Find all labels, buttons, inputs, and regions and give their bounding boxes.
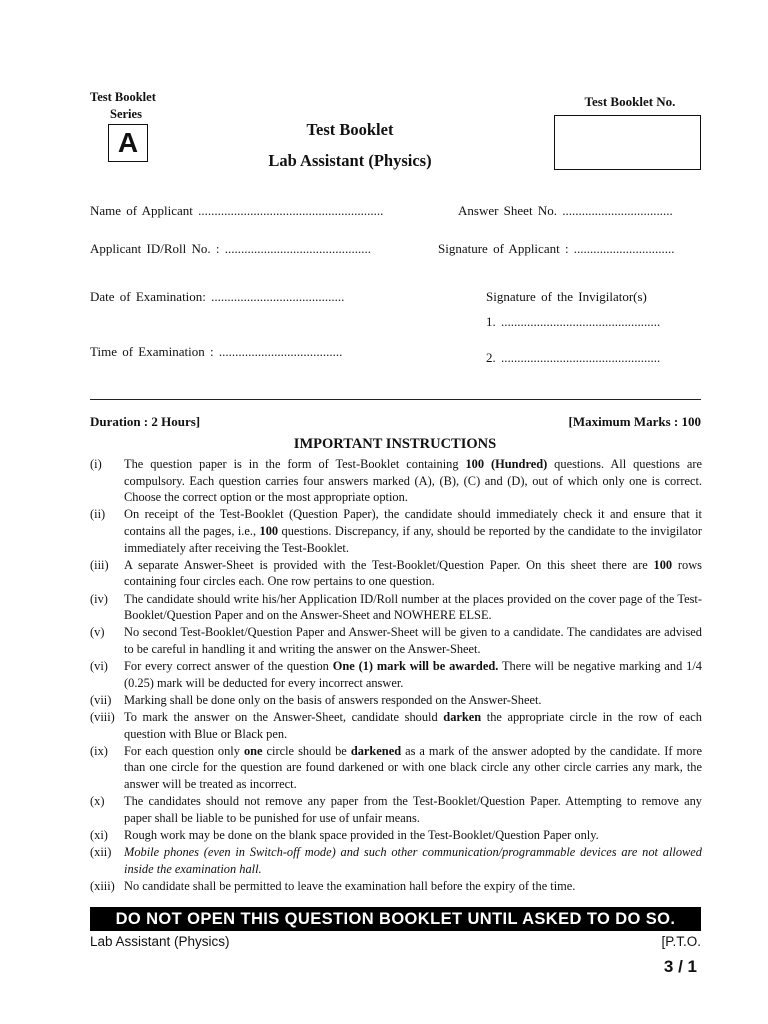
instruction-text (124, 658, 702, 691)
instruction-text (124, 456, 702, 506)
instruction-number: (i) (90, 457, 102, 471)
instruction-text (124, 557, 702, 590)
instruction-text-part: Rough work may be done on the blank space provided in the Test-Booklet/Question Paper only. (124, 828, 599, 842)
invigilator-1-field[interactable]: 1. ................................................. (486, 314, 661, 329)
instruction-number: (x) (90, 794, 105, 809)
instruction-item (90, 456, 702, 506)
instruction-text-part: darkened (350, 743, 402, 758)
series-label (90, 89, 168, 123)
instruction-item (90, 506, 702, 556)
instruction-text (124, 844, 702, 877)
instruction-item (90, 827, 702, 844)
name-of-applicant-field[interactable]: Name of Applicant ......................................................... (90, 203, 384, 218)
instruction-item (90, 557, 702, 590)
instruction-text-part: No candidate shall be permitted to leave the examination hall before the expiry of the time. (124, 878, 576, 893)
instruction-item (90, 793, 702, 826)
instruction-text-part: The question paper is in the form of Test-Booklet containing (124, 457, 466, 471)
instruction-text (124, 878, 702, 895)
instruction-text-part: the appropriate circle in the row of each question with Blue or Black pen. (124, 710, 703, 741)
instruction-number: (ix) (90, 743, 108, 758)
instruction-item (90, 709, 702, 742)
instruction-text-part: 100 (259, 523, 279, 538)
instruction-text-part: The candidate should write his/her Application ID/Roll number at the places provided on the cover page of the Test-Booklet/Question Paper and on the Answer-Sheet and NOWHERE ELSE. (124, 591, 702, 623)
instruction-text-part: darken (443, 710, 482, 725)
instruction-text (124, 793, 702, 826)
instruction-number: (xiii) (90, 878, 115, 893)
instruction-item (90, 658, 702, 691)
footer-subject: Lab Assistant (Physics) (90, 934, 230, 949)
instruction-text-part: To mark the answer on the Answer-Sheet, candidate should (124, 710, 444, 725)
series-label-line2: Series (110, 107, 142, 121)
answer-sheet-no-field[interactable]: Answer Sheet No. .................................. (458, 203, 673, 218)
duration: Duration : 2 Hours] (90, 414, 201, 429)
instruction-text-part: circle should be (262, 743, 351, 758)
instruction-text-part: Marking shall be done only on the basis of answers responded on the Answer-Sheet. (124, 692, 542, 707)
instruction-item (90, 591, 702, 624)
instruction-text-part: 100 (653, 557, 673, 572)
instruction-number: (ii) (90, 507, 106, 522)
booklet-title: Test Booklet (306, 120, 394, 139)
instruction-item (90, 844, 702, 877)
instruction-text-part: as a mark of the answer adopted by the candidate. If more than one circle for the question are found darkened or with one black circle any other circle carries any mark, the answer will be treated as incorrect. (124, 743, 702, 792)
booklet-number-label: Test Booklet No. (584, 94, 676, 109)
instruction-text-part: For each question only (124, 743, 244, 758)
instruction-text (124, 709, 702, 742)
instruction-text-part: No second Test-Booklet/Question Paper and Answer-Sheet will be given to a candidate. The candidates are advised to be careful in handling it and writing the answer on the Answer-Sheet. (124, 625, 702, 656)
instruction-text-part: rows containing four circles each. One row pertains to one question. (124, 557, 702, 589)
instruction-text-part: questions. All questions are compulsory. Each question carries four answers marked (A), (B), (C) and (D), out of which only one is correct. Choose the correct option or the most appropriate option. (124, 457, 702, 505)
instruction-text (124, 624, 702, 657)
maximum-marks: [Maximum Marks : 100 (568, 414, 701, 429)
series-code-box: A (108, 124, 148, 162)
warning-banner: DO NOT OPEN THIS QUESTION BOOKLET UNTIL ASKED TO DO SO. (90, 907, 701, 931)
instruction-text-part: Mobile phones (even in Switch-off mode) and such other communication/programmable devices are not allowed inside the examination hall. (124, 845, 702, 876)
signature-invigilator-label: Signature of the Invigilator(s) (486, 289, 647, 304)
instruction-text-part: For every correct answer of the question (124, 659, 333, 674)
signature-applicant-field[interactable]: Signature of Applicant : ............................... (438, 241, 675, 256)
instruction-item (90, 624, 702, 657)
booklet-number-box[interactable] (554, 115, 701, 170)
instruction-number: (xii) (90, 845, 112, 860)
instruction-number: (vii) (90, 692, 112, 707)
time-of-examination-field[interactable]: Time of Examination : ...................................... (90, 344, 343, 359)
instruction-text-part: There will be negative marking and 1/4 (0.25) mark will be deducted for every incorrect answer. (124, 659, 702, 690)
instruction-text-part: questions. Discrepancy, if any, should be reported by the candidate to the invigilator immediately after receiving the Test-Booklet. (124, 523, 702, 555)
instruction-text (124, 692, 702, 709)
roll-no-field[interactable]: Applicant ID/Roll No. : ............................................. (90, 241, 371, 256)
instruction-number: (v) (90, 625, 105, 640)
instruction-text (124, 827, 702, 844)
instruction-text-part: one (243, 743, 263, 758)
instruction-text (124, 591, 702, 624)
date-of-examination-field[interactable]: Date of Examination: ......................................... (90, 289, 345, 304)
instruction-text (124, 743, 702, 793)
instruction-item (90, 692, 702, 709)
instruction-number: (xi) (90, 828, 108, 842)
instruction-number: (vi) (90, 659, 108, 674)
instruction-text-part: On receipt of the Test-Booklet (Question Paper), the candidate should immediately check it and ensure that it contains all the pages, i.e., (124, 507, 702, 538)
booklet-subtitle: Lab Assistant (Physics) (268, 151, 432, 170)
footer-pto: [P.T.O. (661, 934, 701, 949)
instruction-text (124, 506, 702, 556)
instruction-number: (viii) (90, 710, 115, 725)
instruction-text-part: The candidates should not remove any paper from the Test-Booklet/Question Paper. Attempting to remove any paper shall be liable to be punished for use of unfair means. (124, 794, 702, 825)
instruction-number: (iv) (90, 591, 108, 606)
invigilator-2-field[interactable]: 2. ................................................. (486, 350, 661, 365)
instructions-list (90, 456, 702, 895)
instructions-heading: IMPORTANT INSTRUCTIONS (293, 436, 497, 452)
instruction-text-part: 100 (Hundred) (465, 457, 548, 471)
section-divider (90, 399, 701, 400)
instruction-text-part: A separate Answer-Sheet is provided with the Test-Booklet/Question Paper. On this sheet there are (124, 557, 654, 572)
page-number: 3 / 1 (663, 957, 697, 976)
instruction-text-part: One (1) mark will be awarded. (332, 659, 499, 674)
instruction-item (90, 878, 702, 895)
instruction-number: (iii) (90, 557, 109, 572)
instruction-item (90, 743, 702, 793)
series-label-line1: Test Booklet (90, 90, 156, 104)
